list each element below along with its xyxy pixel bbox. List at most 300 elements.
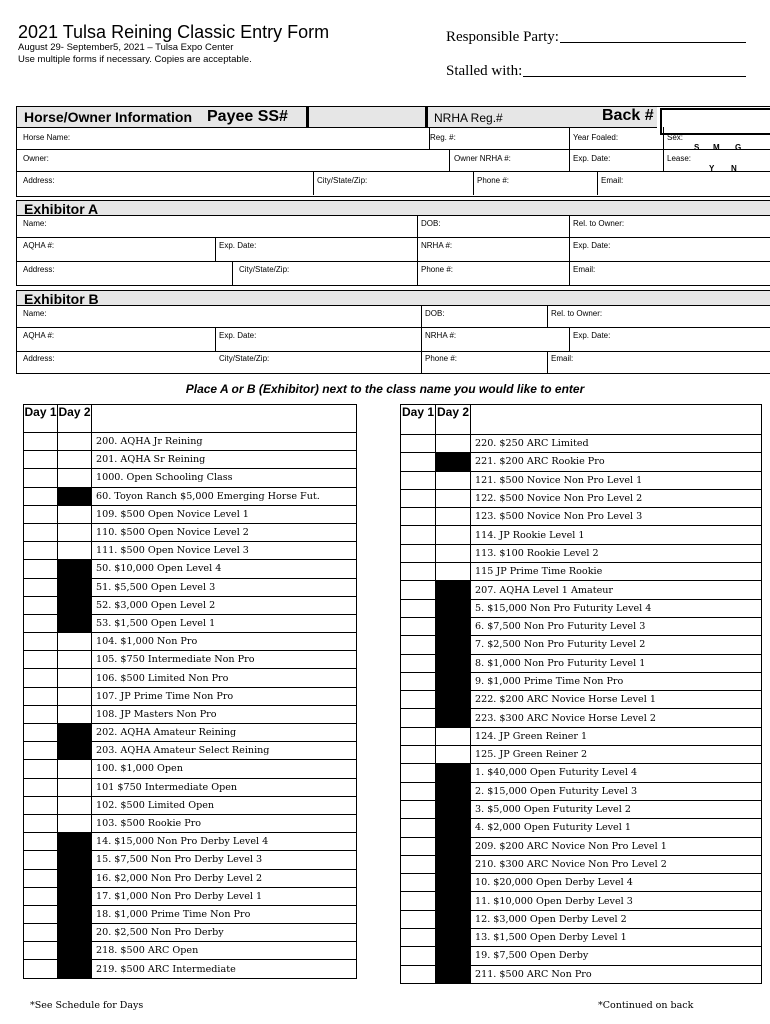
class-row — [24, 469, 357, 487]
class-name: 221. $200 ARC Rookie Pro — [471, 453, 762, 471]
day1-entry-cell[interactable] — [24, 651, 58, 669]
day2-blocked-cell — [58, 742, 92, 760]
day2-entry-cell[interactable] — [58, 687, 92, 705]
day2-entry-cell[interactable] — [58, 651, 92, 669]
day2-blocked-cell — [58, 942, 92, 960]
class-name: 12. $3,000 Open Derby Level 2 — [471, 910, 762, 928]
day2-blocked-cell — [58, 960, 92, 978]
class-row — [401, 929, 762, 947]
day1-entry-cell[interactable] — [24, 433, 58, 451]
footer-schedule-note: *See Schedule for Days — [30, 1000, 144, 1011]
class-row — [401, 764, 762, 782]
class-name: 200. AQHA Jr Reining — [92, 433, 357, 451]
day1-entry-cell[interactable] — [24, 760, 58, 778]
class-name: 210. $300 ARC Novice Non Pro Level 2 — [471, 855, 762, 873]
day2-entry-cell[interactable] — [58, 669, 92, 687]
class-row — [24, 560, 357, 578]
day2-blocked-cell — [436, 947, 471, 965]
day2-blocked-cell — [436, 782, 471, 800]
class-name: 219. $500 ARC Intermediate — [92, 960, 357, 978]
day1-entry-cell[interactable] — [24, 905, 58, 923]
day1-entry-cell[interactable] — [24, 814, 58, 832]
day2-blocked-cell — [436, 654, 471, 672]
day1-entry-cell[interactable] — [401, 636, 436, 654]
lease-option-y[interactable]: Y — [709, 164, 715, 173]
class-name: 123. $500 Novice Non Pro Level 3 — [471, 508, 762, 526]
class-row — [24, 778, 357, 796]
form-subtitle-note: Use multiple forms if necessary. Copies are acceptable. — [18, 54, 252, 65]
stalled-with-field[interactable] — [523, 76, 746, 77]
exhibitor-a-rel-label: Rel. to Owner: — [573, 219, 625, 228]
day2-entry-cell[interactable] — [436, 563, 471, 581]
day2-entry-cell[interactable] — [436, 489, 471, 507]
day1-entry-cell[interactable] — [401, 709, 436, 727]
day2-entry-cell[interactable] — [58, 469, 92, 487]
exhibitor-a-dob-label: DOB: — [421, 219, 441, 228]
day1-entry-cell[interactable] — [24, 614, 58, 632]
exhibitor-b-header — [17, 291, 770, 306]
exhibitor-b-exp1-label: Exp. Date: — [219, 331, 257, 340]
class-row — [24, 433, 357, 451]
day1-entry-cell[interactable] — [24, 578, 58, 596]
day2-entry-cell[interactable] — [436, 727, 471, 745]
class-name: 53. $1,500 Open Level 1 — [92, 614, 357, 632]
day1-entry-cell[interactable] — [401, 819, 436, 837]
exp-date-label: Exp. Date: — [573, 154, 611, 163]
payee-ss-label[interactable] — [207, 107, 309, 127]
day2-blocked-cell — [436, 599, 471, 617]
day1-entry-cell[interactable] — [401, 855, 436, 873]
class-name: 114. JP Rookie Level 1 — [471, 526, 762, 544]
class-row — [401, 800, 762, 818]
reg-number-label: Reg. #: — [430, 133, 456, 142]
class-name: 3. $5,000 Open Futurity Level 2 — [471, 800, 762, 818]
day1-entry-cell[interactable] — [401, 800, 436, 818]
class-row — [401, 508, 762, 526]
day2-entry-cell[interactable] — [58, 451, 92, 469]
class-name: 203. AQHA Amateur Select Reining — [92, 742, 357, 760]
day1-entry-cell[interactable] — [24, 960, 58, 978]
address-label: Address: — [23, 176, 55, 185]
class-row — [401, 782, 762, 800]
class-row — [401, 526, 762, 544]
back-number-label: Back # — [602, 107, 654, 124]
day1-entry-cell[interactable] — [401, 453, 436, 471]
class-row — [24, 924, 357, 942]
class-name: 7. $2,500 Non Pro Futurity Level 2 — [471, 636, 762, 654]
class-row — [24, 614, 357, 632]
day1-entry-cell[interactable] — [401, 837, 436, 855]
class-instruction: Place A or B (Exhibitor) next to the class name you would like to enter — [185, 382, 585, 396]
class-row — [401, 453, 762, 471]
day2-header-right: Day 2 — [436, 405, 471, 435]
exhibitor-a-city-label: City/State/Zip: — [239, 265, 290, 274]
class-name: 19. $7,500 Open Derby — [471, 947, 762, 965]
class-name: 111. $500 Open Novice Level 3 — [92, 542, 357, 560]
day1-entry-cell[interactable] — [401, 599, 436, 617]
day1-entry-cell[interactable] — [24, 687, 58, 705]
class-name: 223. $300 ARC Novice Horse Level 2 — [471, 709, 762, 727]
day2-blocked-cell — [436, 800, 471, 818]
year-foaled-label: Year Foaled: — [573, 133, 619, 142]
class-row — [401, 855, 762, 873]
class-name: 14. $15,000 Non Pro Derby Level 4 — [92, 833, 357, 851]
class-name: 17. $1,000 Non Pro Derby Level 1 — [92, 887, 357, 905]
class-row — [24, 705, 357, 723]
day1-entry-cell[interactable] — [401, 471, 436, 489]
class-name: 122. $500 Novice Non Pro Level 2 — [471, 489, 762, 507]
class-row — [24, 505, 357, 523]
class-row — [24, 633, 357, 651]
class-name: 107. JP Prime Time Non Pro — [92, 687, 357, 705]
day2-entry-cell[interactable] — [58, 523, 92, 541]
class-row — [401, 965, 762, 983]
class-row — [401, 947, 762, 965]
class-row — [24, 833, 357, 851]
horse-owner-header — [17, 107, 657, 128]
class-row — [401, 599, 762, 617]
class-name: 218. $500 ARC Open — [92, 942, 357, 960]
day2-blocked-cell — [58, 596, 92, 614]
class-row — [401, 435, 762, 453]
exhibitor-b-rel-label: Rel. to Owner: — [551, 309, 603, 318]
class-name: 113. $100 Rookie Level 2 — [471, 544, 762, 562]
class-row — [24, 942, 357, 960]
exhibitor-b-nrha-label: NRHA #: — [425, 331, 457, 340]
day2-blocked-cell — [58, 869, 92, 887]
class-name: 20. $2,500 Non Pro Derby — [92, 924, 357, 942]
class-name: 5. $15,000 Non Pro Futurity Level 4 — [471, 599, 762, 617]
horse-owner-heading: Horse/Owner Information — [24, 109, 193, 125]
exhibitor-a-exp1-label: Exp. Date: — [219, 241, 257, 250]
day1-entry-cell[interactable] — [401, 764, 436, 782]
day1-entry-cell[interactable] — [24, 778, 58, 796]
payee-ss-text: Payee SS# — [207, 108, 288, 125]
lease-option-n[interactable]: N — [731, 164, 737, 173]
class-row — [24, 851, 357, 869]
class-row — [24, 542, 357, 560]
day1-entry-cell[interactable] — [24, 451, 58, 469]
day2-blocked-cell — [58, 905, 92, 923]
exhibitor-a-header — [17, 201, 770, 216]
class-name: 103. $500 Rookie Pro — [92, 814, 357, 832]
day1-entry-cell[interactable] — [401, 947, 436, 965]
day2-blocked-cell — [436, 764, 471, 782]
day1-entry-cell[interactable] — [401, 581, 436, 599]
day2-blocked-cell — [436, 837, 471, 855]
day2-blocked-cell — [436, 892, 471, 910]
day2-entry-cell[interactable] — [58, 633, 92, 651]
class-row — [401, 563, 762, 581]
class-row — [24, 905, 357, 923]
exhibitor-b-email-label: Email: — [551, 354, 574, 363]
day2-blocked-cell — [436, 617, 471, 635]
class-name: 104. $1,000 Non Pro — [92, 633, 357, 651]
exhibitor-a-email-label: Email: — [573, 265, 596, 274]
class-row — [401, 746, 762, 764]
horse-name-label: Horse Name: — [23, 133, 71, 142]
day1-entry-cell[interactable] — [24, 596, 58, 614]
class-row — [24, 887, 357, 905]
day2-blocked-cell — [436, 965, 471, 983]
day1-entry-cell[interactable] — [401, 910, 436, 928]
class-name: 10. $20,000 Open Derby Level 4 — [471, 874, 762, 892]
class-row — [24, 814, 357, 832]
class-row — [24, 596, 357, 614]
form-title: 2021 Tulsa Reining Classic Entry Form — [18, 22, 330, 42]
sex-option-s[interactable]: S — [694, 143, 700, 152]
class-name: 105. $750 Intermediate Non Pro — [92, 651, 357, 669]
exhibitor-b-exp2-label: Exp. Date: — [573, 331, 611, 340]
class-name: 106. $500 Limited Non Pro — [92, 669, 357, 687]
class-row — [24, 760, 357, 778]
class-row — [401, 691, 762, 709]
exhibitor-b-city-label: City/State/Zip: — [219, 354, 270, 363]
day1-entry-cell[interactable] — [24, 724, 58, 742]
day1-entry-cell[interactable] — [24, 542, 58, 560]
day2-entry-cell[interactable] — [436, 526, 471, 544]
class-row — [24, 451, 357, 469]
class-name: 125. JP Green Reiner 2 — [471, 746, 762, 764]
class-name: 110. $500 Open Novice Level 2 — [92, 523, 357, 541]
day2-entry-cell[interactable] — [436, 544, 471, 562]
day2-entry-cell[interactable] — [58, 778, 92, 796]
right-class-table — [400, 404, 762, 984]
class-name: 13. $1,500 Open Derby Level 1 — [471, 929, 762, 947]
day2-blocked-cell — [436, 581, 471, 599]
day2-blocked-cell — [58, 578, 92, 596]
day1-entry-cell[interactable] — [401, 544, 436, 562]
exhibitor-b-aqha-label: AQHA #: — [23, 331, 55, 340]
class-row — [24, 796, 357, 814]
day1-entry-cell[interactable] — [401, 727, 436, 745]
day1-entry-cell[interactable] — [401, 526, 436, 544]
day2-blocked-cell — [58, 833, 92, 851]
class-name: 4. $2,000 Open Futurity Level 1 — [471, 819, 762, 837]
day2-blocked-cell — [58, 487, 92, 505]
exhibitor-a-heading: Exhibitor A — [24, 201, 99, 217]
class-row — [24, 687, 357, 705]
day1-entry-cell[interactable] — [401, 874, 436, 892]
class-name: 222. $200 ARC Novice Horse Level 1 — [471, 691, 762, 709]
exhibitor-b-dob-label: DOB: — [425, 309, 445, 318]
day1-entry-cell[interactable] — [24, 705, 58, 723]
day2-blocked-cell — [436, 636, 471, 654]
class-name: 16. $2,000 Non Pro Derby Level 2 — [92, 869, 357, 887]
class-name: 9. $1,000 Prime Time Non Pro — [471, 672, 762, 690]
day1-entry-cell[interactable] — [24, 505, 58, 523]
day1-entry-cell[interactable] — [24, 469, 58, 487]
day2-entry-cell[interactable] — [436, 435, 471, 453]
class-name: 1. $40,000 Open Futurity Level 4 — [471, 764, 762, 782]
day2-entry-cell[interactable] — [58, 433, 92, 451]
sex-option-g[interactable]: G — [735, 143, 742, 152]
class-row — [401, 654, 762, 672]
day1-entry-cell[interactable] — [401, 672, 436, 690]
day1-entry-cell[interactable] — [24, 633, 58, 651]
day2-blocked-cell — [436, 929, 471, 947]
class-row — [24, 742, 357, 760]
class-row — [401, 727, 762, 745]
exhibitor-b-phone-label: Phone #: — [425, 354, 458, 363]
day1-entry-cell[interactable] — [401, 929, 436, 947]
class-name: 6. $7,500 Non Pro Futurity Level 3 — [471, 617, 762, 635]
day1-header: Day 1 — [24, 405, 58, 433]
exhibitor-a-nrha-label: NRHA #: — [421, 241, 453, 250]
day2-blocked-cell — [436, 855, 471, 873]
day2-entry-cell[interactable] — [58, 796, 92, 814]
day2-blocked-cell — [58, 851, 92, 869]
day2-blocked-cell — [436, 453, 471, 471]
class-name: 211. $500 ARC Non Pro — [471, 965, 762, 983]
class-row — [24, 669, 357, 687]
class-row — [401, 709, 762, 727]
exhibitor-b-heading: Exhibitor B — [24, 291, 99, 307]
class-name: 2. $15,000 Open Futurity Level 3 — [471, 782, 762, 800]
class-row — [24, 960, 357, 978]
class-name: 8. $1,000 Non Pro Futurity Level 1 — [471, 654, 762, 672]
class-name: 121. $500 Novice Non Pro Level 1 — [471, 471, 762, 489]
day2-blocked-cell — [436, 819, 471, 837]
class-row — [401, 874, 762, 892]
class-name: 209. $200 ARC Novice Non Pro Level 1 — [471, 837, 762, 855]
owner-label: Owner: — [23, 154, 49, 163]
day1-entry-cell[interactable] — [24, 924, 58, 942]
class-name: 108. JP Masters Non Pro — [92, 705, 357, 723]
day2-blocked-cell — [436, 910, 471, 928]
class-name: 50. $10,000 Open Level 4 — [92, 560, 357, 578]
class-name: 11. $10,000 Open Derby Level 3 — [471, 892, 762, 910]
form-subtitle-dates: August 29- September5, 2021 – Tulsa Expo Center — [18, 42, 234, 53]
class-name: 109. $500 Open Novice Level 1 — [92, 505, 357, 523]
day2-entry-cell[interactable] — [58, 542, 92, 560]
class-row — [401, 544, 762, 562]
exhibitor-a-exp2-label: Exp. Date: — [573, 241, 611, 250]
phone-label: Phone #: — [477, 176, 510, 185]
class-row — [401, 471, 762, 489]
day2-entry-cell[interactable] — [58, 814, 92, 832]
day1-entry-cell[interactable] — [24, 742, 58, 760]
class-name: 115 JP Prime Time Rookie — [471, 563, 762, 581]
day2-entry-cell[interactable] — [58, 505, 92, 523]
day1-entry-cell[interactable] — [24, 942, 58, 960]
class-row — [401, 819, 762, 837]
class-row — [401, 910, 762, 928]
class-name: 220. $250 ARC Limited — [471, 435, 762, 453]
class-name: 15. $7,500 Non Pro Derby Level 3 — [92, 851, 357, 869]
day2-entry-cell[interactable] — [58, 760, 92, 778]
day2-blocked-cell — [436, 672, 471, 690]
exhibitor-a-name-label: Name: — [23, 219, 47, 228]
class-row — [401, 672, 762, 690]
day2-blocked-cell — [58, 924, 92, 942]
class-row — [24, 487, 357, 505]
class-name: 202. AQHA Amateur Reining — [92, 724, 357, 742]
exhibitor-b-address-label: Address: — [23, 354, 55, 363]
day1-entry-cell[interactable] — [401, 563, 436, 581]
day1-entry-cell[interactable] — [401, 746, 436, 764]
class-row — [401, 837, 762, 855]
class-row — [24, 578, 357, 596]
class-row — [401, 581, 762, 599]
day2-entry-cell[interactable] — [436, 471, 471, 489]
day1-entry-cell[interactable] — [401, 654, 436, 672]
owner-nrha-label: Owner NRHA #: — [454, 154, 511, 163]
day1-entry-cell[interactable] — [24, 796, 58, 814]
class-row — [401, 636, 762, 654]
day1-entry-cell[interactable] — [401, 617, 436, 635]
class-name: 1000. Open Schooling Class — [92, 469, 357, 487]
day1-entry-cell[interactable] — [24, 669, 58, 687]
class-row — [401, 489, 762, 507]
nrha-reg-label[interactable] — [425, 107, 658, 127]
sex-option-m[interactable]: M — [713, 143, 720, 152]
day1-entry-cell[interactable] — [24, 560, 58, 578]
day2-blocked-cell — [436, 691, 471, 709]
class-name: 52. $3,000 Open Level 2 — [92, 596, 357, 614]
day1-header-right: Day 1 — [401, 405, 436, 435]
responsible-party-field[interactable] — [560, 42, 746, 43]
class-row — [24, 523, 357, 541]
class-row — [24, 869, 357, 887]
class-name: 60. Toyon Ranch $5,000 Emerging Horse Fut. — [92, 487, 357, 505]
day1-entry-cell[interactable] — [401, 892, 436, 910]
class-name: 100. $1,000 Open — [92, 760, 357, 778]
class-name: 18. $1,000 Prime Time Non Pro — [92, 905, 357, 923]
responsible-party-label: Responsible Party: — [446, 29, 559, 45]
day2-entry-cell[interactable] — [436, 508, 471, 526]
day2-header: Day 2 — [58, 405, 92, 433]
exhibitor-a-section — [16, 200, 770, 286]
day1-entry-cell[interactable] — [24, 523, 58, 541]
day1-entry-cell[interactable] — [401, 435, 436, 453]
exhibitor-a-phone-label: Phone #: — [421, 265, 454, 274]
day1-entry-cell[interactable] — [401, 691, 436, 709]
day2-blocked-cell — [58, 560, 92, 578]
class-row — [24, 651, 357, 669]
day1-entry-cell[interactable] — [401, 782, 436, 800]
day1-entry-cell[interactable] — [401, 508, 436, 526]
horse-owner-section — [16, 106, 770, 197]
class-row — [24, 724, 357, 742]
nrha-reg-text: NRHA Reg.# — [434, 111, 503, 125]
exhibitor-b-section — [16, 290, 770, 374]
footer-continued-note: *Continued on back — [598, 1000, 694, 1011]
class-name: 51. $5,500 Open Level 3 — [92, 578, 357, 596]
lease-label: Lease: — [667, 154, 692, 163]
exhibitor-a-address-label: Address: — [23, 265, 55, 274]
day1-entry-cell[interactable] — [24, 869, 58, 887]
day1-entry-cell[interactable] — [24, 887, 58, 905]
day2-blocked-cell — [58, 614, 92, 632]
class-name: 201. AQHA Sr Reining — [92, 451, 357, 469]
exhibitor-a-aqha-label: AQHA #: — [23, 241, 55, 250]
day2-blocked-cell — [58, 724, 92, 742]
sex-label: Sex: — [667, 133, 684, 142]
day2-blocked-cell — [436, 874, 471, 892]
class-name: 124. JP Green Reiner 1 — [471, 727, 762, 745]
day2-entry-cell[interactable] — [58, 705, 92, 723]
day1-entry-cell[interactable] — [24, 851, 58, 869]
stalled-with-label: Stalled with: — [446, 63, 523, 79]
day1-entry-cell[interactable] — [401, 489, 436, 507]
day2-entry-cell[interactable] — [436, 746, 471, 764]
day1-entry-cell[interactable] — [401, 965, 436, 983]
class-row — [401, 617, 762, 635]
day1-entry-cell[interactable] — [24, 833, 58, 851]
class-row — [401, 892, 762, 910]
day1-entry-cell[interactable] — [24, 487, 58, 505]
